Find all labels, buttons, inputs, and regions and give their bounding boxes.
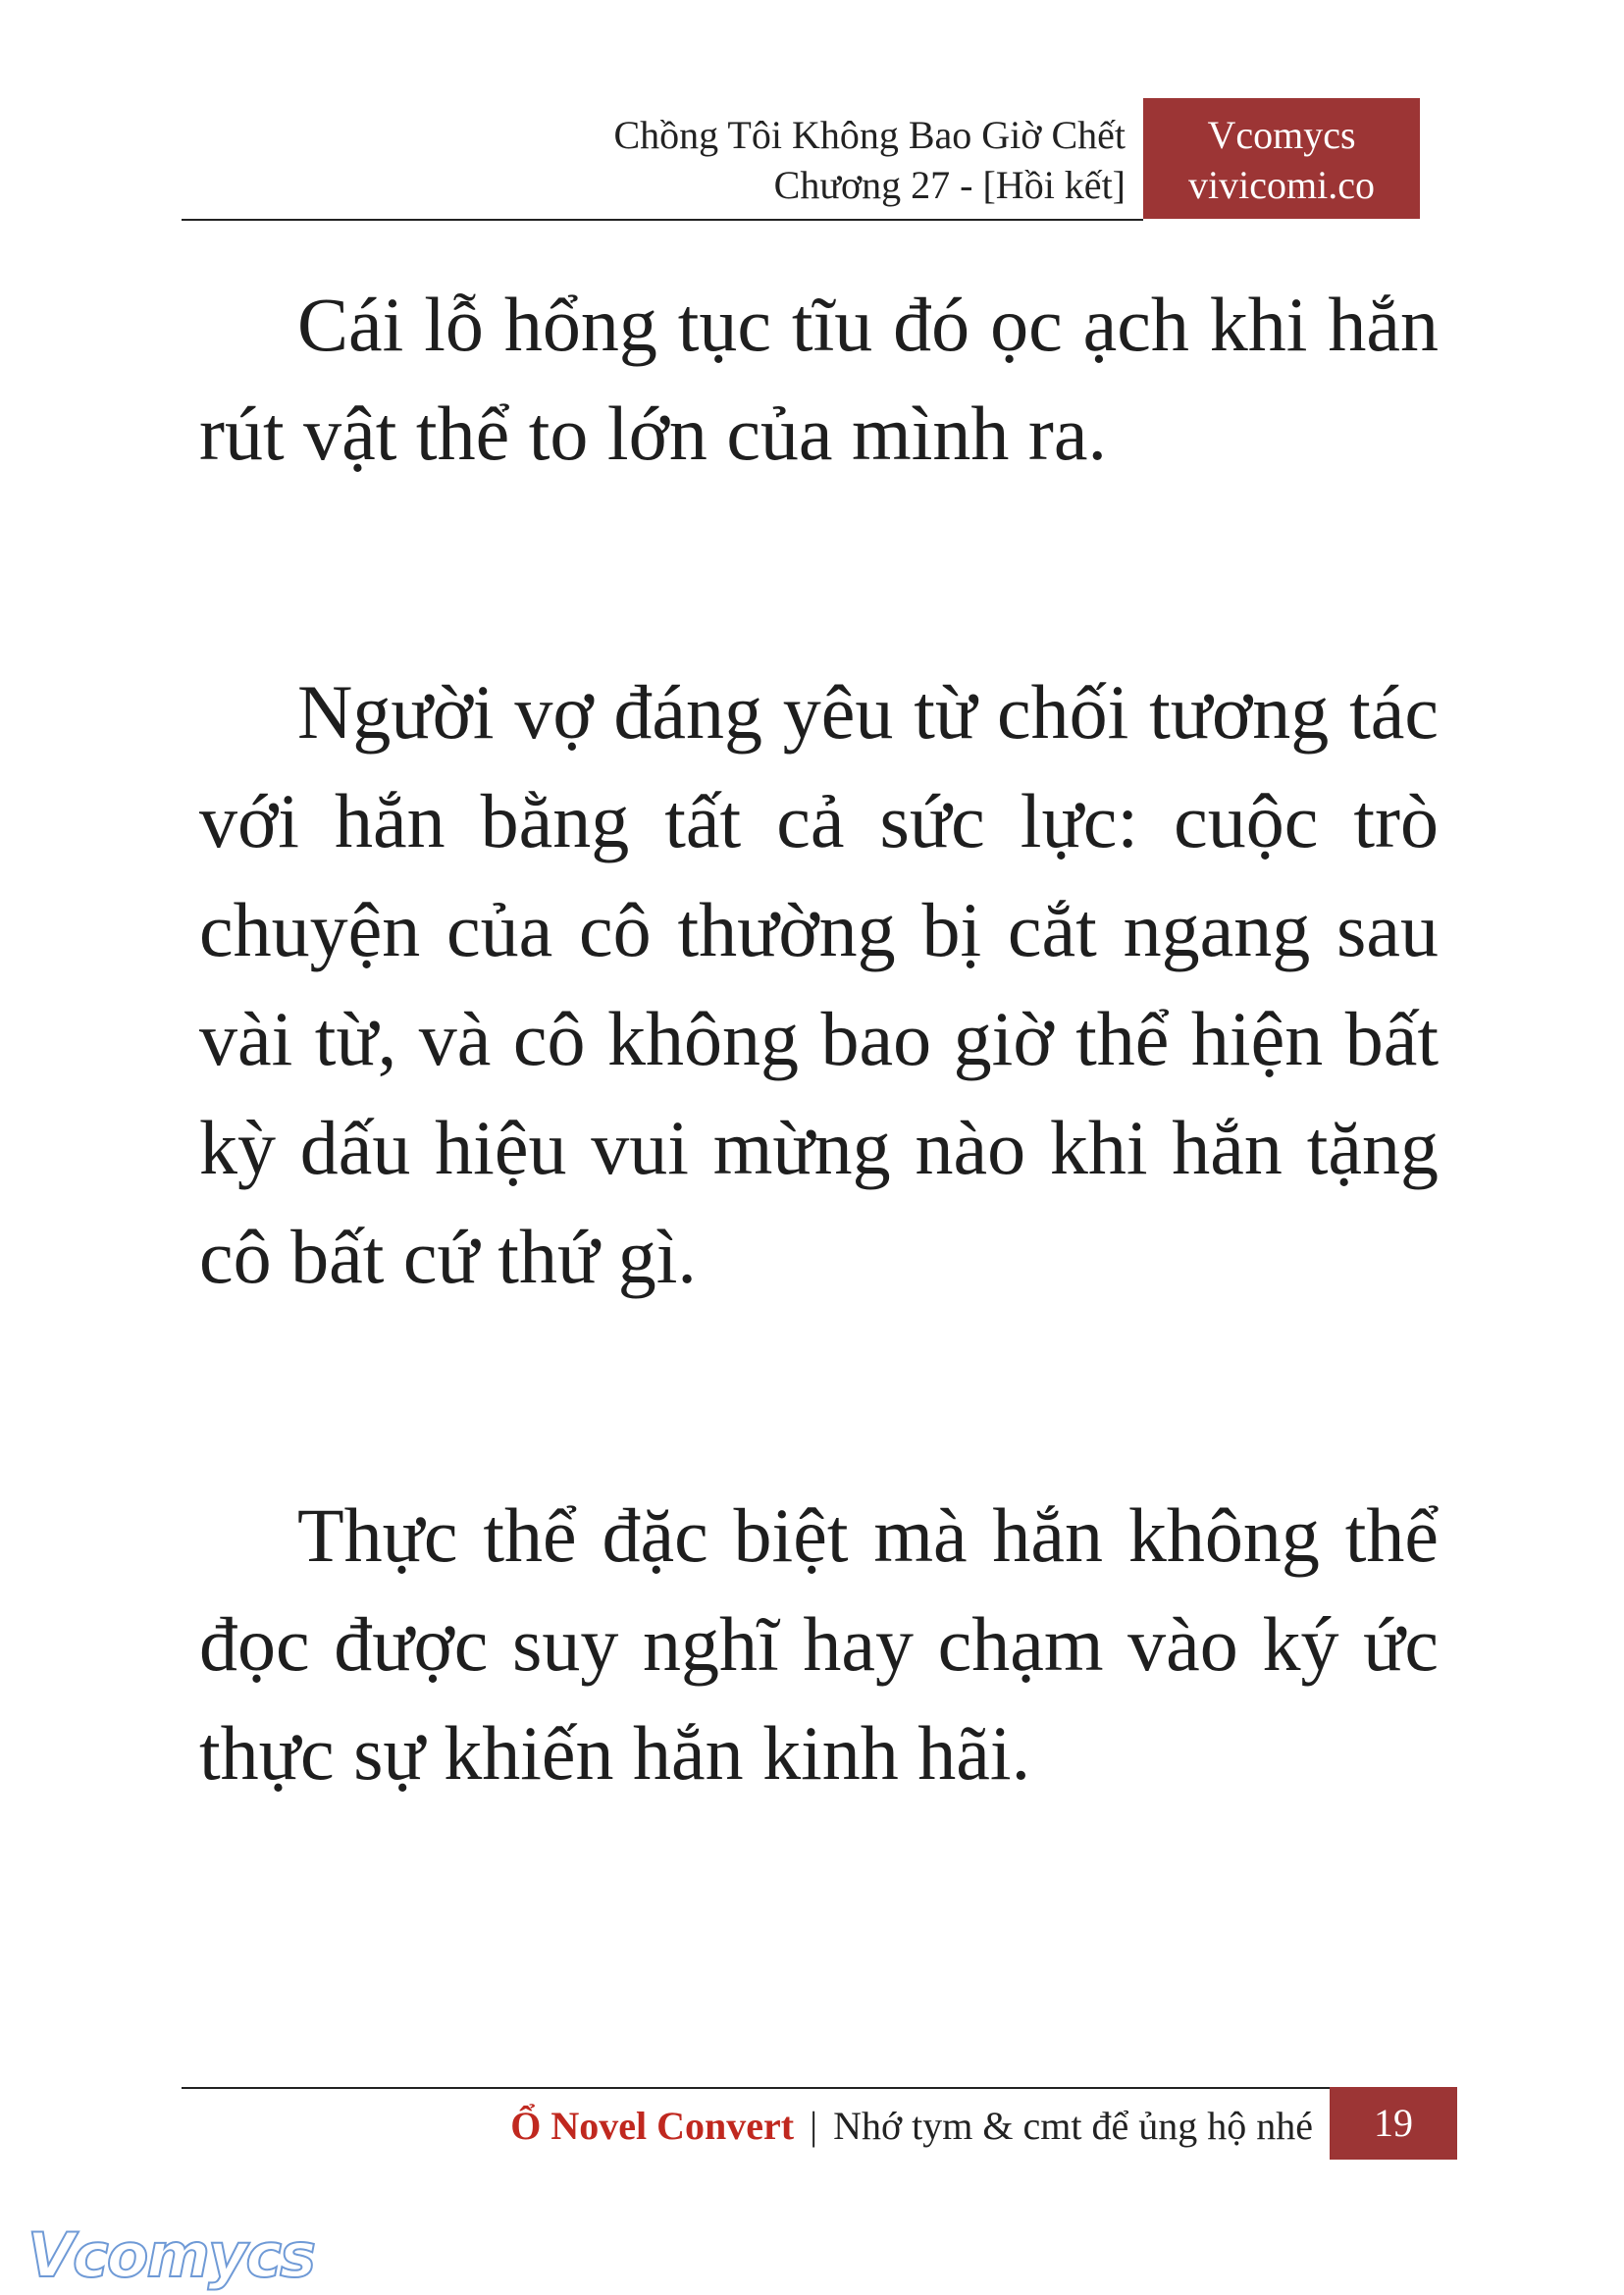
paragraph: Người vợ đáng yêu từ chối tương tác với hắn bằng tất cả sức lực: cuộc trò chuyện của cô thường bị cắt ngang sau vài từ, và cô không bao giờ thể hiện bất kỳ dấu hiệu vui mừng nào khi hắn tặng cô bất cứ thứ gì. <box>199 669 1439 1299</box>
site-url: vivicomi.co <box>1188 163 1375 207</box>
page-body <box>199 270 1439 1807</box>
footer-separator: | <box>810 2104 818 2148</box>
footer-note <box>510 2101 1313 2152</box>
footer-message: Nhớ tym & cmt để ủng hộ nhé <box>833 2104 1313 2148</box>
chapter-title: Chương 27 - [Hồi kết] <box>773 163 1126 207</box>
paragraph: Cái lỗ hổng tục tĩu đó ọc ạch khi hắn rút vật thể to lớn của mình ra. <box>199 282 1439 476</box>
site-badge <box>1143 98 1420 219</box>
page-footer <box>182 2087 1457 2165</box>
page-header <box>182 98 1420 221</box>
footer-divider <box>182 2087 1330 2089</box>
paragraph: Thực thể đặc biệt mà hắn không thể đọc được suy nghĩ hay chạm vào ký ức thực sự khiến hắn kinh hãi. <box>199 1492 1439 1796</box>
site-name: Vcomycs <box>1207 113 1356 157</box>
page-number: 19 <box>1330 2087 1457 2160</box>
book-title: Chồng Tôi Không Bao Giờ Chết <box>613 113 1126 157</box>
watermark-logo: Vcomycs <box>27 2219 315 2291</box>
footer-brand: Ổ Novel Convert <box>510 2104 795 2148</box>
header-divider <box>182 219 1143 221</box>
header-titles <box>613 110 1126 210</box>
